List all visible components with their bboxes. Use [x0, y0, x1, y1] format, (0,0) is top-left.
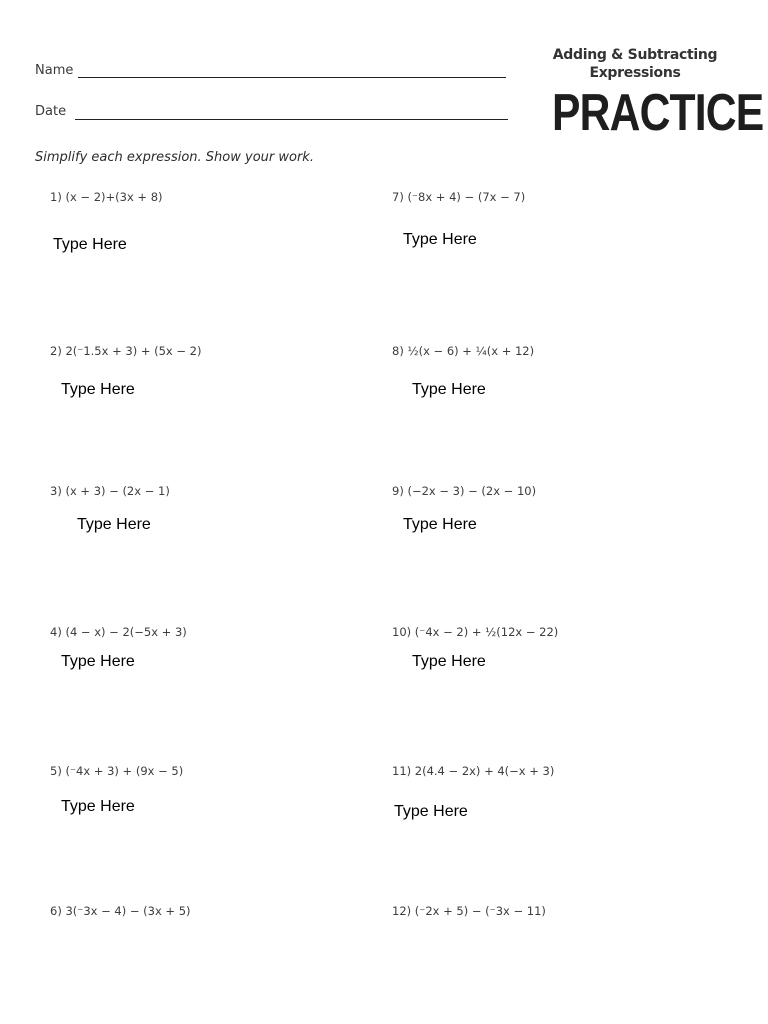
date-label: Date [35, 104, 67, 119]
problem-11: 11) 2(4.4 − 2x) + 4(−x + 3) [392, 764, 555, 778]
answer-7[interactable]: Type Here [403, 231, 477, 248]
problem-4: 4) (4 − x) − 2(−5x + 3) [50, 625, 187, 639]
instructions: Simplify each expression. Show your work. [35, 150, 314, 165]
answer-1[interactable]: Type Here [53, 236, 127, 253]
name-label: Name [35, 63, 74, 78]
problem-7: 7) (⁻8x + 4) − (7x − 7) [392, 190, 526, 204]
problem-6: 6) 3(⁻3x − 4) − (3x + 5) [50, 904, 191, 918]
answer-9[interactable]: Type Here [403, 516, 477, 533]
answer-4[interactable]: Type Here [61, 653, 135, 670]
name-field[interactable] [78, 77, 506, 78]
problem-12: 12) (⁻2x + 5) − (⁻3x − 11) [392, 904, 546, 918]
answer-11[interactable]: Type Here [394, 803, 468, 820]
answer-2[interactable]: Type Here [61, 381, 135, 398]
problem-8: 8) ½(x − 6) + ¼(x + 12) [392, 344, 535, 358]
answer-10[interactable]: Type Here [412, 653, 486, 670]
problem-5: 5) (⁻4x + 3) + (9x − 5) [50, 764, 184, 778]
problem-2: 2) 2(⁻1.5x + 3) + (5x − 2) [50, 344, 202, 358]
answer-8[interactable]: Type Here [412, 381, 486, 398]
problem-10: 10) (⁻4x − 2) + ½(12x − 22) [392, 625, 559, 639]
answer-5[interactable]: Type Here [61, 798, 135, 815]
problem-9: 9) (−2x − 3) − (2x − 10) [392, 484, 537, 498]
worksheet-subtitle: Adding & Subtracting Expressions [552, 47, 718, 81]
worksheet-title: PRACTICE [552, 84, 764, 142]
date-field[interactable] [75, 119, 508, 120]
answer-3[interactable]: Type Here [77, 516, 151, 533]
problem-1: 1) (x − 2)+(3x + 8) [50, 190, 163, 204]
problem-3: 3) (x + 3) − (2x − 1) [50, 484, 170, 498]
